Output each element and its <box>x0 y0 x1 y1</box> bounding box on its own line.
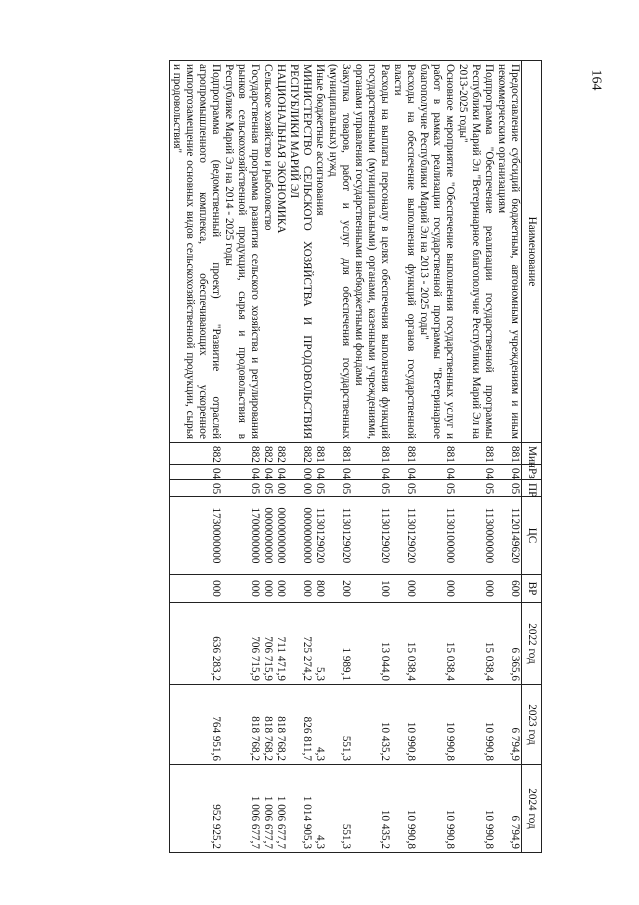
row-cs: 0000000000 <box>274 497 287 575</box>
table-row <box>274 61 287 853</box>
row-rz: 04 <box>352 465 391 480</box>
row-pr: 05 <box>261 480 274 497</box>
table-row <box>222 61 261 853</box>
col-header-name: Наименование <box>522 61 542 443</box>
row-value-2024: 952 925,2 <box>170 765 223 853</box>
row-cs: 1130129020 <box>391 497 417 575</box>
page-number: 164 <box>588 69 604 91</box>
row-pr: 00 <box>274 480 287 497</box>
row-value-2022: 706 715,9 <box>222 603 261 685</box>
row-min: 881 <box>495 443 522 465</box>
row-rz: 04 <box>495 465 522 480</box>
row-cs: 0000000000 <box>287 497 313 575</box>
row-value-2024: 10 990,8 <box>417 765 456 853</box>
row-name: Предоставление субсидий бюджетным, автономным учреждениям и иным некоммерческим организациям <box>495 61 522 443</box>
row-value-2023: 10 990,8 <box>417 685 456 765</box>
row-value-2024: 1 006 677,7 <box>222 765 261 853</box>
col-header-cs: ЦС <box>522 497 542 575</box>
row-cs: 1130129020 <box>313 497 326 575</box>
row-vr: 100 <box>352 575 391 603</box>
col-header-rz: Рз <box>522 465 542 480</box>
row-value-2024: 10 990,8 <box>391 765 417 853</box>
row-rz: 00 <box>287 465 313 480</box>
row-pr: 05 <box>456 480 495 497</box>
row-value-2022: 711 471,9 <box>274 603 287 685</box>
row-value-2024: 4,3 <box>313 765 326 853</box>
row-vr: 000 <box>274 575 287 603</box>
row-value-2022: 725 274,2 <box>287 603 313 685</box>
row-rz: 04 <box>313 465 326 480</box>
row-value-2023: 4,3 <box>313 685 326 765</box>
row-value-2022: 15 038,4 <box>391 603 417 685</box>
row-cs: 1130129020 <box>352 497 391 575</box>
row-value-2023: 10 990,8 <box>391 685 417 765</box>
row-value-2024: 6 794,9 <box>495 765 522 853</box>
row-vr: 000 <box>456 575 495 603</box>
row-vr: 000 <box>391 575 417 603</box>
row-vr: 000 <box>170 575 223 603</box>
col-header-pr: ПР <box>522 480 542 497</box>
row-value-2023: 551,3 <box>326 685 352 765</box>
row-value-2022: 1 989,1 <box>326 603 352 685</box>
table-row <box>456 61 495 853</box>
rotated-page-content <box>169 60 542 852</box>
row-cs: 1700000000 <box>222 497 261 575</box>
row-rz: 04 <box>391 465 417 480</box>
row-min: 882 <box>287 443 313 465</box>
row-pr: 05 <box>313 480 326 497</box>
row-name: Подпрограмма "Обеспечение реализации государственной программы Республики Марий Эл "Ветеринарное благополучие Республики Марий Эл на 2013-2025 годы" <box>456 61 495 443</box>
row-value-2022: 706 715,9 <box>261 603 274 685</box>
row-name: МИНИСТЕРСТВО СЕЛЬСКОГО ХОЗЯЙСТВА И ПРОДОВОЛЬСТВИЯ РЕСПУБЛИКИ МАРИЙ ЭЛ <box>287 61 313 443</box>
row-value-2024: 10 990,8 <box>456 765 495 853</box>
row-rz: 04 <box>326 465 352 480</box>
table-header-row <box>522 61 542 853</box>
row-name: Расходы на выплаты персоналу в целях обеспечения выполнения функций государственными (муниципальными) органами, казенными учреждениями, органами управления государственными внебюджетными фондами <box>352 61 391 443</box>
row-rz: 04 <box>261 465 274 480</box>
row-cs: 1130000000 <box>456 497 495 575</box>
row-cs: 0000000000 <box>261 497 274 575</box>
table-row <box>287 61 313 853</box>
row-rz: 04 <box>170 465 223 480</box>
row-pr: 05 <box>326 480 352 497</box>
row-cs: 1130100000 <box>417 497 456 575</box>
row-min: 881 <box>391 443 417 465</box>
row-name: Закупка товаров, работ и услуг для обеспечения государственных (муниципальных) нужд <box>326 61 352 443</box>
row-pr: 05 <box>495 480 522 497</box>
row-min: 881 <box>456 443 495 465</box>
row-value-2022: 636 283,2 <box>170 603 223 685</box>
row-value-2024: 551,3 <box>326 765 352 853</box>
row-name: Подпрограмма (ведомственный проект) "Развитие отраслей агропромышленного комплекса, обеспечивающих ускоренное импортозамещение основных видов сельскохозяйственной продукции, сырья и продовольствия" <box>170 61 223 443</box>
row-pr: 05 <box>391 480 417 497</box>
row-value-2022: 13 044,0 <box>352 603 391 685</box>
row-min: 882 <box>261 443 274 465</box>
row-cs: 1120149620 <box>495 497 522 575</box>
table-row <box>170 61 223 853</box>
row-value-2024: 1 006 677,7 <box>274 765 287 853</box>
row-value-2022: 6 365,6 <box>495 603 522 685</box>
row-value-2023: 10 435,2 <box>352 685 391 765</box>
row-value-2023: 764 951,6 <box>170 685 223 765</box>
row-pr: 05 <box>352 480 391 497</box>
row-min: 881 <box>326 443 352 465</box>
row-value-2023: 6 794,9 <box>495 685 522 765</box>
row-name: Сельское хозяйство и рыболовство <box>261 61 274 443</box>
row-value-2023: 818 768,2 <box>274 685 287 765</box>
row-name: Иные бюджетные ассигнования <box>313 61 326 443</box>
row-cs: 1730000000 <box>170 497 223 575</box>
table-row <box>352 61 391 853</box>
row-vr: 800 <box>313 575 326 603</box>
row-rz: 04 <box>417 465 456 480</box>
row-min: 882 <box>170 443 223 465</box>
row-value-2022: 5,3 <box>313 603 326 685</box>
col-header-min: Мин <box>522 443 542 465</box>
row-vr: 600 <box>495 575 522 603</box>
row-value-2022: 15 038,4 <box>456 603 495 685</box>
table-row <box>313 61 326 853</box>
col-header-2022: 2022 год <box>522 603 542 685</box>
row-min: 882 <box>274 443 287 465</box>
row-value-2023: 826 811,7 <box>287 685 313 765</box>
row-pr: 05 <box>170 480 223 497</box>
row-value-2024: 10 435,2 <box>352 765 391 853</box>
row-min: 881 <box>352 443 391 465</box>
row-vr: 000 <box>287 575 313 603</box>
row-value-2024: 1 014 905,3 <box>287 765 313 853</box>
budget-table <box>169 60 542 853</box>
row-value-2022: 15 038,4 <box>417 603 456 685</box>
row-value-2023: 818 768,2 <box>222 685 261 765</box>
table-row <box>261 61 274 853</box>
row-rz: 04 <box>274 465 287 480</box>
row-min: 881 <box>313 443 326 465</box>
row-value-2023: 818 768,2 <box>261 685 274 765</box>
row-rz: 04 <box>456 465 495 480</box>
table-row <box>391 61 417 853</box>
col-header-2023: 2023 год <box>522 685 542 765</box>
table-row <box>495 61 522 853</box>
row-min: 881 <box>417 443 456 465</box>
col-header-2024: 2024 год <box>522 765 542 853</box>
row-vr: 000 <box>222 575 261 603</box>
row-name: Государственная программа развития сельского хозяйства и регулирования рынков сельскохозяйственной продукции, сырья и продовольствия в Республике Марий Эл на 2014 - 2025 годы <box>222 61 261 443</box>
table-row <box>326 61 352 853</box>
row-pr: 00 <box>287 480 313 497</box>
row-pr: 05 <box>222 480 261 497</box>
table-body <box>170 61 522 853</box>
row-name: Основное мероприятие "Обеспечение выполнения государственных услуг и работ в рамках реализации государственной программы "Ветеринарное благополучие Республики Марий Эл на 2013 - 2025 годы" <box>417 61 456 443</box>
row-name: Расходы на обеспечение выполнения функций органов государственной власти <box>391 61 417 443</box>
row-value-2024: 1 006 677,7 <box>261 765 274 853</box>
table-row <box>417 61 456 853</box>
row-value-2023: 10 990,8 <box>456 685 495 765</box>
row-vr: 000 <box>417 575 456 603</box>
row-min: 882 <box>222 443 261 465</box>
row-pr: 05 <box>417 480 456 497</box>
row-vr: 000 <box>261 575 274 603</box>
row-cs: 1130129020 <box>326 497 352 575</box>
row-vr: 200 <box>326 575 352 603</box>
col-header-vr: ВР <box>522 575 542 603</box>
row-name: НАЦИОНАЛЬНАЯ ЭКОНОМИКА <box>274 61 287 443</box>
row-rz: 04 <box>222 465 261 480</box>
